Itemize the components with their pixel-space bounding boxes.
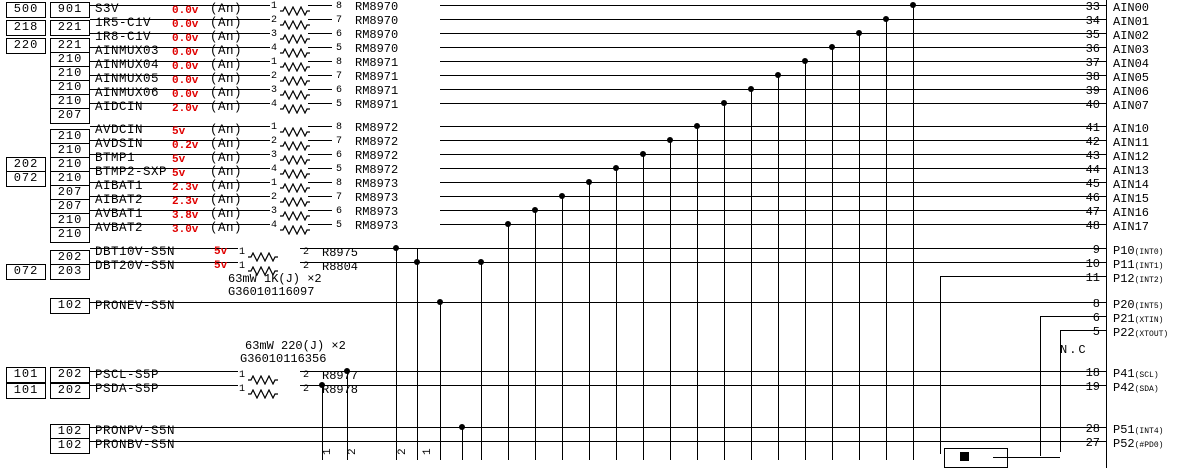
signal-name-label: 1R8-C1V <box>95 30 152 44</box>
net-number-box: 210 <box>50 171 90 187</box>
ic-pin-name: P51 <box>1113 423 1135 437</box>
resistor-pin-number: 1 <box>271 122 278 133</box>
voltage-annotation: 2.3v <box>172 182 199 194</box>
signal-type-label: (An) <box>210 207 243 221</box>
signal-type-label: (An) <box>210 179 243 193</box>
signal-name-label: DBT10V-S5N <box>95 245 176 259</box>
ic-pin-name: AIN14 <box>1113 178 1150 192</box>
net-number-box: 101 <box>6 383 46 399</box>
ic-pin-name: AIN02 <box>1113 29 1150 43</box>
ic-pin-number: 18 <box>1085 366 1100 380</box>
resistor-pin-number: 4 <box>271 43 278 54</box>
ic-pin-name: P52 <box>1113 437 1135 451</box>
ic-pin-label <box>1113 206 1149 220</box>
resistor-symbol <box>280 73 310 83</box>
ic-pin-name: AIN10 <box>1113 122 1150 136</box>
net-number-box: 072 <box>6 171 46 187</box>
ic-pin-number: 9 <box>1092 243 1100 257</box>
ic-pin-name: AIN06 <box>1113 85 1150 99</box>
voltage-annotation: 0.0v <box>172 89 199 101</box>
resistor-symbol <box>280 124 310 134</box>
resistor-pin-number: 5 <box>336 99 343 110</box>
ic-pin-number: 11 <box>1085 271 1100 285</box>
net-number-box: 202 <box>50 367 90 383</box>
resistor-pin-number: 7 <box>336 192 343 203</box>
net-number-box: 101 <box>6 367 46 383</box>
ic-pin-number: 19 <box>1085 380 1100 394</box>
resistor-refdes: RM8971 <box>355 98 399 112</box>
signal-type-label: (An) <box>210 16 243 30</box>
nc-label: N.C <box>1060 343 1088 357</box>
ic-pin-name: AIN13 <box>1113 164 1150 178</box>
ic-pin-label <box>1113 244 1163 258</box>
voltage-annotation: 2.3v <box>172 196 199 208</box>
net-number-box: 210 <box>50 143 90 159</box>
ic-pin-label <box>1113 136 1149 150</box>
net-number-box: 221 <box>50 38 90 54</box>
vertical-pin-label: 2 <box>347 448 359 455</box>
signal-name-label: BTMP1 <box>95 151 136 165</box>
signal-name-label: PRONEV-S5N <box>95 299 176 313</box>
net-number-box: 207 <box>50 199 90 215</box>
resistor-refdes: RM8971 <box>355 56 399 70</box>
ic-pin-label <box>1113 312 1163 326</box>
net-number-box: 221 <box>50 20 90 36</box>
ic-pin-label <box>1113 99 1149 113</box>
resistor-pin-number: 7 <box>336 136 343 147</box>
resistor-symbol <box>280 45 310 55</box>
ic-pin-number: 42 <box>1085 135 1100 149</box>
ic-pin-label <box>1113 57 1149 71</box>
ic-pin-label <box>1113 220 1149 234</box>
resistor-symbol <box>280 208 310 218</box>
ic-pin-label <box>1113 192 1149 206</box>
net-number-box: 202 <box>50 383 90 399</box>
ic-pin-number: 6 <box>1092 311 1100 325</box>
net-number-box: 210 <box>50 52 90 68</box>
ic-pin-name: AIN07 <box>1113 99 1150 113</box>
ic-pin-name: AIN11 <box>1113 136 1150 150</box>
signal-name-label: PRONPV-S5N <box>95 424 176 438</box>
ic-pin-number: 43 <box>1085 149 1100 163</box>
ic-pin-number: 39 <box>1085 84 1100 98</box>
resistor-refdes: RM8971 <box>355 84 399 98</box>
resistor-pin-number: 8 <box>336 122 343 133</box>
resistor-pin-number: 6 <box>336 29 343 40</box>
signal-type-label: (An) <box>210 2 243 16</box>
signal-name-label: PRONBV-S5N <box>95 438 176 452</box>
net-number-box: 102 <box>50 438 90 454</box>
resistor-pin-number: 6 <box>336 206 343 217</box>
ic-pin-label <box>1113 15 1149 29</box>
resistor-pin-number: 1 <box>271 1 278 12</box>
resistor-symbol <box>280 166 310 176</box>
ic-pin-number: 36 <box>1085 42 1100 56</box>
signal-type-label: (An) <box>210 137 243 151</box>
resistor-pin-number: 2 <box>271 71 278 82</box>
resistor-pin-number: 6 <box>336 150 343 161</box>
signal-name-label: AVDCIN <box>95 123 144 137</box>
net-number-box: 901 <box>50 2 90 18</box>
resistor-refdes: RM8973 <box>355 177 399 191</box>
ic-pin-label <box>1113 29 1149 43</box>
net-number-box: 210 <box>50 213 90 229</box>
ic-pin-name: P22 <box>1113 326 1135 340</box>
resistor-pin-number: 2 <box>271 192 278 203</box>
ic-pin-name: AIN05 <box>1113 71 1150 85</box>
ic-pin-function: (XTOUT) <box>1134 330 1169 339</box>
resistor-symbol <box>280 31 310 41</box>
resistor-refdes: RM8972 <box>355 149 399 163</box>
ic-pin-label <box>1113 258 1163 272</box>
resistor-refdes: RM8972 <box>355 163 399 177</box>
net-number-box: 210 <box>50 157 90 173</box>
resistor-symbol <box>280 59 310 69</box>
voltage-annotation: 2.0v <box>172 103 199 115</box>
resistor-symbol <box>280 87 310 97</box>
resistor-symbol <box>248 372 278 382</box>
ic-pin-label <box>1113 85 1149 99</box>
vertical-pin-label: 2 <box>397 448 409 455</box>
resistor-refdes: R8804 <box>322 260 359 274</box>
signal-type-label: (An) <box>210 72 243 86</box>
net-number-box: 210 <box>50 80 90 96</box>
resistor-pin-number: 8 <box>336 57 343 68</box>
ic-pin-number: 27 <box>1085 436 1100 450</box>
ic-pin-name: P11 <box>1113 258 1135 272</box>
vertical-pin-label: 1 <box>422 448 434 455</box>
ic-pin-function: (INT5) <box>1134 302 1164 311</box>
signal-type-label: (An) <box>210 58 243 72</box>
signal-name-label: AINMUX06 <box>95 86 160 100</box>
voltage-annotation: 0.0v <box>172 5 199 17</box>
ic-pin-number: 28 <box>1085 422 1100 436</box>
ic-pin-function: (INT0) <box>1134 248 1164 257</box>
signal-name-label: PSDA-S5P <box>95 382 160 396</box>
resistor-pin-number: 1 <box>239 370 246 381</box>
resistor-pin-number: 4 <box>271 164 278 175</box>
ic-pin-name: AIN17 <box>1113 220 1150 234</box>
signal-type-label: (An) <box>210 193 243 207</box>
ic-pin-function: (INT2) <box>1134 276 1164 285</box>
voltage-annotation: 0.0v <box>172 61 199 73</box>
resistor-symbol <box>280 152 310 162</box>
ic-pin-number: 40 <box>1085 98 1100 112</box>
ic-pin-name: AIN12 <box>1113 150 1150 164</box>
ic-pin-name: AIN00 <box>1113 1 1150 15</box>
ic-pin-number: 5 <box>1092 325 1100 339</box>
ic-pin-number: 44 <box>1085 163 1100 177</box>
voltage-annotation: 3.0v <box>172 224 199 236</box>
signal-name-label: PSCL-S5P <box>95 368 160 382</box>
voltage-annotation: 5v <box>214 246 228 258</box>
ic-pin-function: (INT1) <box>1134 262 1164 271</box>
resistor-refdes: R8978 <box>322 383 359 397</box>
ic-pin-function: (XTIN) <box>1134 316 1164 325</box>
resistor-pin-number: 6 <box>336 85 343 96</box>
resistor-pin-number: 3 <box>271 206 278 217</box>
signal-name-label: AIDCIN <box>95 100 144 114</box>
part-spec-annotation: 63mW 220(J) ×2 <box>245 339 346 353</box>
ic-pin-name: AIN16 <box>1113 206 1150 220</box>
voltage-annotation: 0.0v <box>172 19 199 31</box>
net-number-box: 202 <box>50 250 90 266</box>
net-number-box: 072 <box>6 264 46 280</box>
net-number-box: 207 <box>50 108 90 124</box>
ic-pin-label <box>1113 326 1168 340</box>
signal-type-label: (An) <box>210 221 243 235</box>
resistor-refdes: R8975 <box>322 246 359 260</box>
resistor-pin-number: 2 <box>303 247 310 258</box>
resistor-pin-number: 4 <box>271 99 278 110</box>
resistor-symbol <box>248 249 278 259</box>
net-number-box: 210 <box>50 227 90 243</box>
ic-pin-label <box>1113 272 1163 286</box>
resistor-symbol <box>280 3 310 13</box>
resistor-pin-number: 4 <box>271 220 278 231</box>
signal-name-label: DBT20V-S5N <box>95 259 176 273</box>
ic-pin-label <box>1113 423 1163 437</box>
signal-name-label: 1R5-C1V <box>95 16 152 30</box>
ic-pin-number: 34 <box>1085 14 1100 28</box>
resistor-symbol <box>280 180 310 190</box>
resistor-pin-number: 7 <box>336 15 343 26</box>
resistor-symbol <box>280 17 310 27</box>
net-number-box: 210 <box>50 94 90 110</box>
voltage-annotation: 0.2v <box>172 140 199 152</box>
signal-name-label: AINMUX03 <box>95 44 160 58</box>
net-number-box: 207 <box>50 185 90 201</box>
part-spec-annotation: 63mW 1K(J) ×2 <box>228 272 322 286</box>
ic-pin-number: 48 <box>1085 219 1100 233</box>
net-number-box: 210 <box>50 129 90 145</box>
ic-pin-number: 47 <box>1085 205 1100 219</box>
ic-pin-number: 35 <box>1085 28 1100 42</box>
signal-type-label: (An) <box>210 123 243 137</box>
resistor-pin-number: 1 <box>239 261 246 272</box>
resistor-pin-number: 3 <box>271 29 278 40</box>
signal-name-label: AVBAT2 <box>95 221 144 235</box>
ic-pin-name: P42 <box>1113 381 1135 395</box>
net-number-box: 210 <box>50 66 90 82</box>
signal-name-label: S3V <box>95 2 120 16</box>
ic-pin-number: 37 <box>1085 56 1100 70</box>
ic-pin-label <box>1113 298 1163 312</box>
ic-pin-number: 33 <box>1085 0 1100 14</box>
signal-type-label: (An) <box>210 30 243 44</box>
ic-pin-label <box>1113 178 1149 192</box>
signal-name-label: AVBAT1 <box>95 207 144 221</box>
ic-pin-name: P12 <box>1113 272 1135 286</box>
voltage-annotation: 5v <box>172 168 186 180</box>
ic-pin-label <box>1113 367 1159 381</box>
resistor-pin-number: 3 <box>271 150 278 161</box>
resistor-pin-number: 1 <box>239 384 246 395</box>
signal-type-label: (An) <box>210 100 243 114</box>
ic-pin-number: 45 <box>1085 177 1100 191</box>
signal-name-label: AINMUX05 <box>95 72 160 86</box>
net-number-box: 102 <box>50 424 90 440</box>
ic-pin-label <box>1113 164 1149 178</box>
resistor-refdes: RM8971 <box>355 70 399 84</box>
net-number-box: 500 <box>6 2 46 18</box>
resistor-refdes: RM8973 <box>355 191 399 205</box>
voltage-annotation: 5v <box>214 260 228 272</box>
resistor-refdes: RM8972 <box>355 135 399 149</box>
signal-name-label: AVDSIN <box>95 137 144 151</box>
signal-type-label: (An) <box>210 86 243 100</box>
voltage-annotation: 5v <box>172 126 186 138</box>
resistor-pin-number: 8 <box>336 178 343 189</box>
connector-pin1-marker <box>960 452 969 461</box>
resistor-symbol <box>248 386 278 396</box>
signal-type-label: (An) <box>210 44 243 58</box>
resistor-refdes: RM8970 <box>355 42 399 56</box>
resistor-symbol <box>280 222 310 232</box>
resistor-pin-number: 1 <box>271 57 278 68</box>
net-number-box: 218 <box>6 20 46 36</box>
resistor-symbol <box>280 138 310 148</box>
resistor-refdes: RM8972 <box>355 121 399 135</box>
resistor-pin-number: 2 <box>271 136 278 147</box>
voltage-annotation: 0.0v <box>172 75 199 87</box>
voltage-annotation: 3.8v <box>172 210 199 222</box>
voltage-annotation: 5v <box>172 154 186 166</box>
ic-pin-label <box>1113 150 1149 164</box>
resistor-refdes: RM8970 <box>355 28 399 42</box>
net-number-box: 102 <box>50 298 90 314</box>
signal-name-label: AIBAT1 <box>95 179 144 193</box>
resistor-refdes: RM8970 <box>355 14 399 28</box>
connector-outline <box>944 448 1008 468</box>
resistor-pin-number: 2 <box>303 261 310 272</box>
ic-pin-name: AIN15 <box>1113 192 1150 206</box>
ic-pin-function: (#PD0) <box>1134 441 1164 450</box>
signal-type-label: (An) <box>210 151 243 165</box>
ic-pin-label <box>1113 43 1149 57</box>
ic-pin-label <box>1113 437 1163 451</box>
signal-name-label: BTMP2-SXP <box>95 165 168 179</box>
ic-pin-name: P21 <box>1113 312 1135 326</box>
ic-pin-name: AIN01 <box>1113 15 1150 29</box>
ic-pin-name: P20 <box>1113 298 1135 312</box>
part-spec-annotation: G36010116356 <box>240 352 327 366</box>
ic-pin-number: 41 <box>1085 121 1100 135</box>
voltage-annotation: 0.0v <box>172 33 199 45</box>
ic-pin-function: (INT4) <box>1134 427 1164 436</box>
net-number-box: 220 <box>6 38 46 54</box>
ic-pin-function: (SCL) <box>1134 371 1159 380</box>
signal-type-label: (An) <box>210 165 243 179</box>
signal-name-label: AINMUX04 <box>95 58 160 72</box>
resistor-pin-number: 8 <box>336 1 343 12</box>
resistor-pin-number: 2 <box>303 384 310 395</box>
ic-pin-number: 8 <box>1092 297 1100 311</box>
resistor-pin-number: 1 <box>239 247 246 258</box>
ic-pin-name: P41 <box>1113 367 1135 381</box>
ic-pin-label <box>1113 71 1149 85</box>
signal-name-label: AIBAT2 <box>95 193 144 207</box>
ic-pin-name: P10 <box>1113 244 1135 258</box>
vertical-pin-label: 1 <box>322 448 334 455</box>
ic-pin-number: 10 <box>1085 257 1100 271</box>
ic-pin-label <box>1113 1 1149 15</box>
resistor-pin-number: 3 <box>271 85 278 96</box>
resistor-pin-number: 2 <box>271 15 278 26</box>
voltage-annotation: 0.0v <box>172 47 199 59</box>
resistor-pin-number: 2 <box>303 370 310 381</box>
resistor-refdes: RM8973 <box>355 219 399 233</box>
ic-pin-name: AIN03 <box>1113 43 1150 57</box>
ic-pin-number: 38 <box>1085 70 1100 84</box>
resistor-symbol <box>280 101 310 111</box>
part-spec-annotation: G36010116097 <box>228 285 315 299</box>
ic-pin-block <box>1106 0 1182 468</box>
resistor-pin-number: 1 <box>271 178 278 189</box>
ic-pin-name: AIN04 <box>1113 57 1150 71</box>
resistor-refdes: R8977 <box>322 369 359 383</box>
ic-pin-label <box>1113 122 1149 136</box>
resistor-symbol <box>280 194 310 204</box>
resistor-pin-number: 7 <box>336 71 343 82</box>
resistor-refdes: RM8973 <box>355 205 399 219</box>
ic-pin-function: (SDA) <box>1134 385 1159 394</box>
resistor-pin-number: 5 <box>336 43 343 54</box>
resistor-pin-number: 5 <box>336 220 343 231</box>
resistor-pin-number: 5 <box>336 164 343 175</box>
ic-pin-label <box>1113 381 1159 395</box>
resistor-refdes: RM8970 <box>355 0 399 14</box>
net-number-box: 203 <box>50 264 90 280</box>
ic-pin-number: 46 <box>1085 191 1100 205</box>
net-number-box: 202 <box>6 157 46 173</box>
